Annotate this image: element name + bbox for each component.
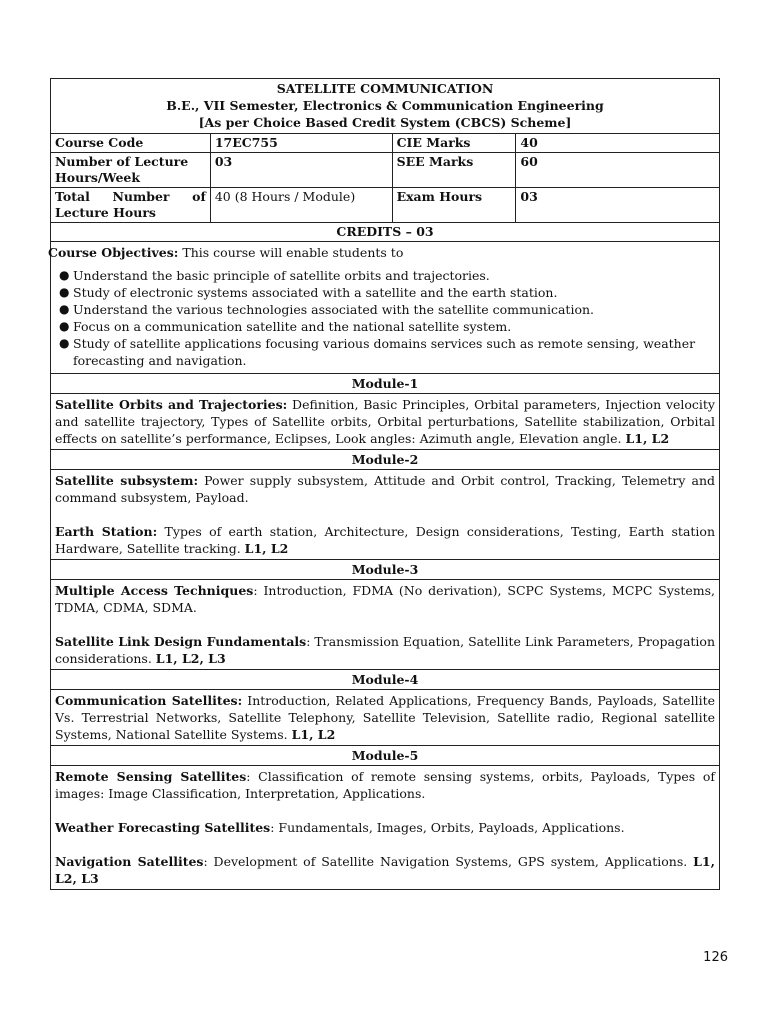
topic-heading: Navigation Satellites: [55, 854, 204, 869]
lecture-hours-week-value: 03: [210, 153, 392, 188]
topic-heading: Communication Satellites:: [55, 693, 243, 708]
topic-heading: Satellite Orbits and Trajectories:: [55, 397, 288, 412]
topic-text: : Classification of remote sensing systems, orbits, Payloads, Types of images: Image Classification, Interpretation, Applications.: [55, 769, 715, 801]
module-paragraph: [55, 582, 715, 616]
topic-text: : Introduction, FDMA (No derivation), SCPC Systems, MCPC Systems, TDMA, CDMA, SDMA.: [55, 583, 715, 615]
topic-text: Introduction, Related Applications, Frequency Bands, Payloads, Satellite Vs. Terrestrial Networks, Satellite Telephony, Satellite Television, Satellite radio, Regional satellite Systems, National Satellite Systems.: [55, 693, 715, 742]
module-paragraph: [55, 819, 715, 836]
info-row-hours: [51, 153, 720, 188]
syllabus-page: [50, 78, 720, 890]
list-item: [59, 318, 715, 335]
module-1-title: Module-1: [50, 373, 720, 393]
module-paragraph: [55, 472, 715, 506]
topic-heading: Multiple Access Techniques: [55, 583, 254, 598]
course-program: B.E., VII Semester, Electronics & Communication Engineering: [166, 98, 604, 113]
topic-heading: Weather Forecasting Satellites: [55, 820, 271, 835]
module-1-body: [50, 393, 720, 449]
cie-marks-value: 40: [516, 134, 720, 153]
topic-text: : Fundamentals, Images, Orbits, Payloads, Applications.: [270, 820, 625, 835]
topic-text: : Transmission Equation, Satellite Link Parameters, Propagation considerations.: [55, 634, 715, 666]
blooms-levels: L1, L2, L3: [55, 854, 715, 886]
topic-text: Power supply subsystem, Attitude and Orbit control, Tracking, Telemetry and command subsystem, Payload.: [55, 473, 715, 505]
module-paragraph: [55, 853, 715, 887]
info-row-total: [51, 188, 720, 223]
blooms-levels: L1, L2: [244, 541, 289, 556]
objective-text: Study of electronic systems associated with a satellite and the earth station.: [73, 285, 558, 300]
credits: CREDITS – 03: [50, 223, 720, 241]
list-item: [59, 284, 715, 301]
topic-heading: Remote Sensing Satellites: [55, 769, 247, 784]
module-5-title: Module-5: [50, 745, 720, 765]
module-2-body: [50, 469, 720, 559]
objectives-intro: [48, 244, 715, 261]
list-item: [59, 335, 715, 369]
topic-heading: Satellite subsystem:: [55, 473, 199, 488]
course-scheme: [As per Choice Based Credit System (CBCS) Scheme]: [198, 115, 572, 130]
blooms-levels: L1, L2: [291, 727, 336, 742]
objectives-intro-text: This course will enable students to: [178, 245, 404, 260]
bullet-icon: ●: [59, 302, 70, 316]
list-item: [59, 301, 715, 318]
course-header: [50, 78, 720, 133]
course-info-table: [50, 133, 720, 223]
module-3-title: Module-3: [50, 559, 720, 579]
course-code-label: Course Code: [51, 134, 211, 153]
see-marks-label: SEE Marks: [392, 153, 516, 188]
bullet-icon: ●: [59, 319, 70, 333]
blooms-levels: L1, L2: [625, 431, 670, 446]
course-title: SATELLITE COMMUNICATION: [276, 81, 494, 96]
module-5-body: [50, 765, 720, 890]
module-3-body: [50, 579, 720, 669]
module-paragraph: [55, 768, 715, 802]
bullet-icon: ●: [59, 285, 70, 299]
module-4-title: Module-4: [50, 669, 720, 689]
objective-text: Understand the basic principle of satellite orbits and trajectories.: [73, 268, 490, 283]
module-paragraph: [55, 396, 715, 447]
objective-text: Study of satellite applications focusing various domains services such as remote sensing, weather forecasting and navigation.: [73, 336, 696, 368]
bullet-icon: ●: [59, 268, 70, 282]
objectives-list: [51, 267, 715, 369]
module-4-body: [50, 689, 720, 745]
page-number: 126: [703, 950, 728, 965]
module-paragraph: [55, 692, 715, 743]
module-paragraph: [55, 523, 715, 557]
blooms-levels: L1, L2, L3: [155, 651, 226, 666]
course-objectives: [50, 241, 720, 373]
list-item: [59, 267, 715, 284]
info-row-code: [51, 134, 720, 153]
bullet-icon: ●: [59, 336, 70, 350]
total-hours-value: 40 (8 Hours / Module): [210, 188, 392, 223]
objective-text: Understand the various technologies associated with the satellite communication.: [73, 302, 595, 317]
exam-hours-value: 03: [516, 188, 720, 223]
objectives-label: Course Objectives:: [48, 245, 179, 260]
topic-heading: Earth Station:: [55, 524, 158, 539]
module-paragraph: [55, 633, 715, 667]
total-hours-label: Total Number of Lecture Hours: [51, 188, 211, 223]
exam-hours-label: Exam Hours: [392, 188, 516, 223]
topic-heading: Satellite Link Design Fundamentals: [55, 634, 307, 649]
see-marks-value: 60: [516, 153, 720, 188]
topic-text: Types of earth station, Architecture, Design considerations, Testing, Earth station Hardware, Satellite tracking.: [55, 524, 715, 556]
course-code-value: 17EC755: [210, 134, 392, 153]
topic-text: : Development of Satellite Navigation Systems, GPS system, Applications.: [203, 854, 688, 869]
module-2-title: Module-2: [50, 449, 720, 469]
objective-text: Focus on a communication satellite and the national satellite system.: [73, 319, 512, 334]
lecture-hours-week-label: Number of Lecture Hours/Week: [51, 153, 211, 188]
cie-marks-label: CIE Marks: [392, 134, 516, 153]
topic-text: Definition, Basic Principles, Orbital parameters, Injection velocity and satellite trajectory, Types of Satellite orbits, Orbital perturbations, Satellite stabilization, Orbital effects on satellite’s performance, Eclipses, Look angles: Azimuth angle, Elevation angle.: [55, 397, 715, 446]
